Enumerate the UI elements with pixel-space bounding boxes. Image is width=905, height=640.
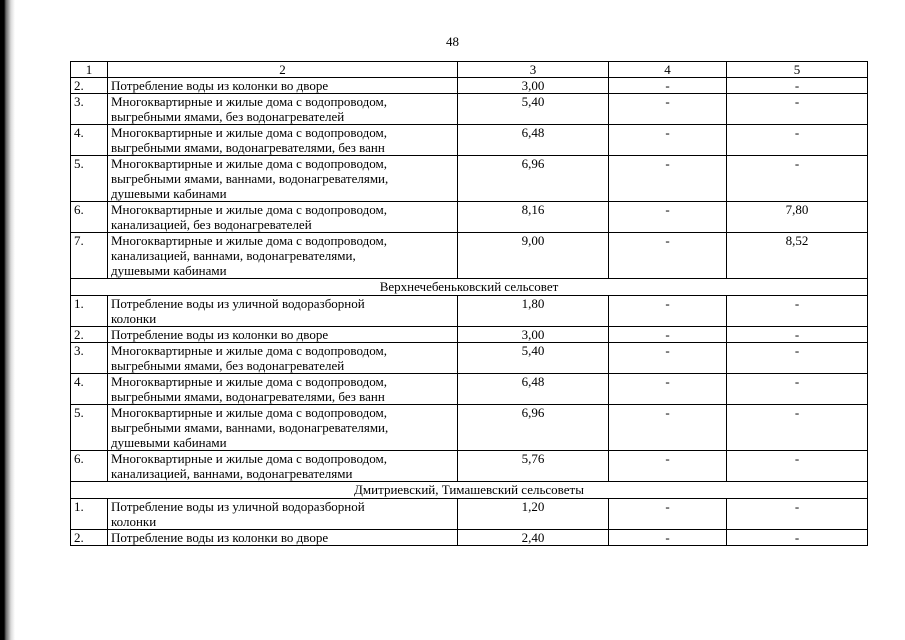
- description-line: Потребление воды из колонки во дворе: [111, 78, 329, 93]
- row-number: 4.: [71, 374, 108, 405]
- column-4-value: -: [609, 202, 727, 233]
- header-cell-2: 2: [108, 62, 458, 78]
- row-description: [108, 327, 458, 343]
- row-number: 4.: [71, 125, 108, 156]
- page-number: 48: [446, 34, 459, 49]
- description-line: выгребными ямами, водонагревателями, без ванн: [111, 389, 385, 404]
- table-row: [71, 530, 868, 546]
- description-line: выгребными ямами, ваннами, водонагревателями,: [111, 420, 389, 435]
- column-4-value: -: [609, 94, 727, 125]
- column-5-value: 8,52: [727, 233, 868, 279]
- norm-value: 6,48: [458, 125, 609, 156]
- table-row: [71, 343, 868, 374]
- row-number: 1.: [71, 296, 108, 327]
- section-title: Дмитриевский, Тимашевский сельсоветы: [71, 482, 868, 499]
- norm-value: 6,96: [458, 156, 609, 202]
- description-line: Многоквартирные и жилые дома с водопроводом,: [111, 202, 387, 217]
- column-5-value: -: [727, 94, 868, 125]
- table-row: [71, 405, 868, 451]
- row-number: 3.: [71, 94, 108, 125]
- column-5-value: -: [727, 327, 868, 343]
- description-line: душевыми кабинами: [111, 435, 227, 450]
- row-description: [108, 94, 458, 125]
- norm-value: 2,40: [458, 530, 609, 546]
- row-description: [108, 156, 458, 202]
- row-description: [108, 405, 458, 451]
- column-4-value: -: [609, 405, 727, 451]
- row-number: 2.: [71, 78, 108, 94]
- column-5-value: -: [727, 125, 868, 156]
- description-line: выгребными ямами, без водонагревателей: [111, 109, 345, 124]
- column-4-value: -: [609, 78, 727, 94]
- row-description: [108, 233, 458, 279]
- description-line: колонки: [111, 514, 157, 529]
- row-description: [108, 374, 458, 405]
- row-number: 6.: [71, 451, 108, 482]
- binding-edge: [0, 0, 16, 640]
- row-description: [108, 202, 458, 233]
- description-line: душевыми кабинами: [111, 186, 227, 201]
- table-row: [71, 202, 868, 233]
- row-description: [108, 343, 458, 374]
- column-5-value: -: [727, 451, 868, 482]
- column-5-value: -: [727, 78, 868, 94]
- section-title: Верхнечебеньковский сельсовет: [71, 279, 868, 296]
- column-4-value: -: [609, 530, 727, 546]
- norm-value: 3,00: [458, 327, 609, 343]
- row-number: 2.: [71, 530, 108, 546]
- header-cell-1: 1: [71, 62, 108, 78]
- column-5-value: -: [727, 296, 868, 327]
- column-4-value: -: [609, 125, 727, 156]
- description-line: душевыми кабинами: [111, 263, 227, 278]
- row-description: [108, 78, 458, 94]
- row-number: 6.: [71, 202, 108, 233]
- column-4-value: -: [609, 327, 727, 343]
- norm-value: 5,76: [458, 451, 609, 482]
- table-row: [71, 296, 868, 327]
- header-cell-4: 4: [609, 62, 727, 78]
- row-description: [108, 125, 458, 156]
- column-5-value: -: [727, 530, 868, 546]
- tariff-table: [70, 61, 868, 546]
- norm-value: 1,20: [458, 499, 609, 530]
- row-description: [108, 499, 458, 530]
- table-body: [71, 62, 868, 546]
- norm-value: 8,16: [458, 202, 609, 233]
- table-row: [71, 125, 868, 156]
- description-line: Потребление воды из уличной водоразборной: [111, 296, 365, 311]
- column-4-value: -: [609, 451, 727, 482]
- description-line: Многоквартирные и жилые дома с водопроводом,: [111, 451, 387, 466]
- column-5-value: -: [727, 405, 868, 451]
- table-row: [71, 156, 868, 202]
- row-description: [108, 296, 458, 327]
- column-4-value: -: [609, 156, 727, 202]
- column-4-value: -: [609, 374, 727, 405]
- section-row: [71, 279, 868, 296]
- norm-value: 5,40: [458, 94, 609, 125]
- row-number: 7.: [71, 233, 108, 279]
- table-row: [71, 327, 868, 343]
- description-line: канализацией, ваннами, водонагревателями: [111, 466, 353, 481]
- header-cell-5: 5: [727, 62, 868, 78]
- table-row: [71, 499, 868, 530]
- description-line: выгребными ямами, без водонагревателей: [111, 358, 345, 373]
- table-row: [71, 78, 868, 94]
- header-cell-3: 3: [458, 62, 609, 78]
- column-4-value: -: [609, 343, 727, 374]
- description-line: Потребление воды из колонки во дворе: [111, 327, 329, 342]
- description-line: Многоквартирные и жилые дома с водопроводом,: [111, 125, 387, 140]
- description-line: Потребление воды из колонки во дворе: [111, 530, 329, 545]
- column-5-value: -: [727, 374, 868, 405]
- description-line: Многоквартирные и жилые дома с водопроводом,: [111, 405, 387, 420]
- description-line: Многоквартирные и жилые дома с водопроводом,: [111, 94, 387, 109]
- column-5-value: -: [727, 499, 868, 530]
- description-line: Многоквартирные и жилые дома с водопроводом,: [111, 343, 387, 358]
- table-row: [71, 233, 868, 279]
- description-line: Многоквартирные и жилые дома с водопроводом,: [111, 233, 387, 248]
- header-row: [71, 62, 868, 78]
- column-5-value: -: [727, 156, 868, 202]
- norm-value: 6,96: [458, 405, 609, 451]
- description-line: канализацией, ваннами, водонагревателями,: [111, 248, 356, 263]
- norm-value: 1,80: [458, 296, 609, 327]
- description-line: колонки: [111, 311, 157, 326]
- row-number: 2.: [71, 327, 108, 343]
- table-row: [71, 94, 868, 125]
- row-number: 1.: [71, 499, 108, 530]
- description-line: Многоквартирные и жилые дома с водопроводом,: [111, 374, 387, 389]
- description-line: Многоквартирные и жилые дома с водопроводом,: [111, 156, 387, 171]
- row-number: 5.: [71, 156, 108, 202]
- norm-value: 6,48: [458, 374, 609, 405]
- description-line: выгребными ямами, ваннами, водонагревателями,: [111, 171, 389, 186]
- description-line: Потребление воды из уличной водоразборной: [111, 499, 365, 514]
- norm-value: 3,00: [458, 78, 609, 94]
- row-description: [108, 451, 458, 482]
- column-4-value: -: [609, 296, 727, 327]
- row-number: 3.: [71, 343, 108, 374]
- row-description: [108, 530, 458, 546]
- column-4-value: -: [609, 499, 727, 530]
- row-number: 5.: [71, 405, 108, 451]
- norm-value: 5,40: [458, 343, 609, 374]
- table-row: [71, 374, 868, 405]
- description-line: выгребными ямами, водонагревателями, без ванн: [111, 140, 385, 155]
- table-row: [71, 451, 868, 482]
- column-4-value: -: [609, 233, 727, 279]
- norm-value: 9,00: [458, 233, 609, 279]
- column-5-value: -: [727, 343, 868, 374]
- description-line: канализацией, без водонагревателей: [111, 217, 312, 232]
- column-5-value: 7,80: [727, 202, 868, 233]
- section-row: [71, 482, 868, 499]
